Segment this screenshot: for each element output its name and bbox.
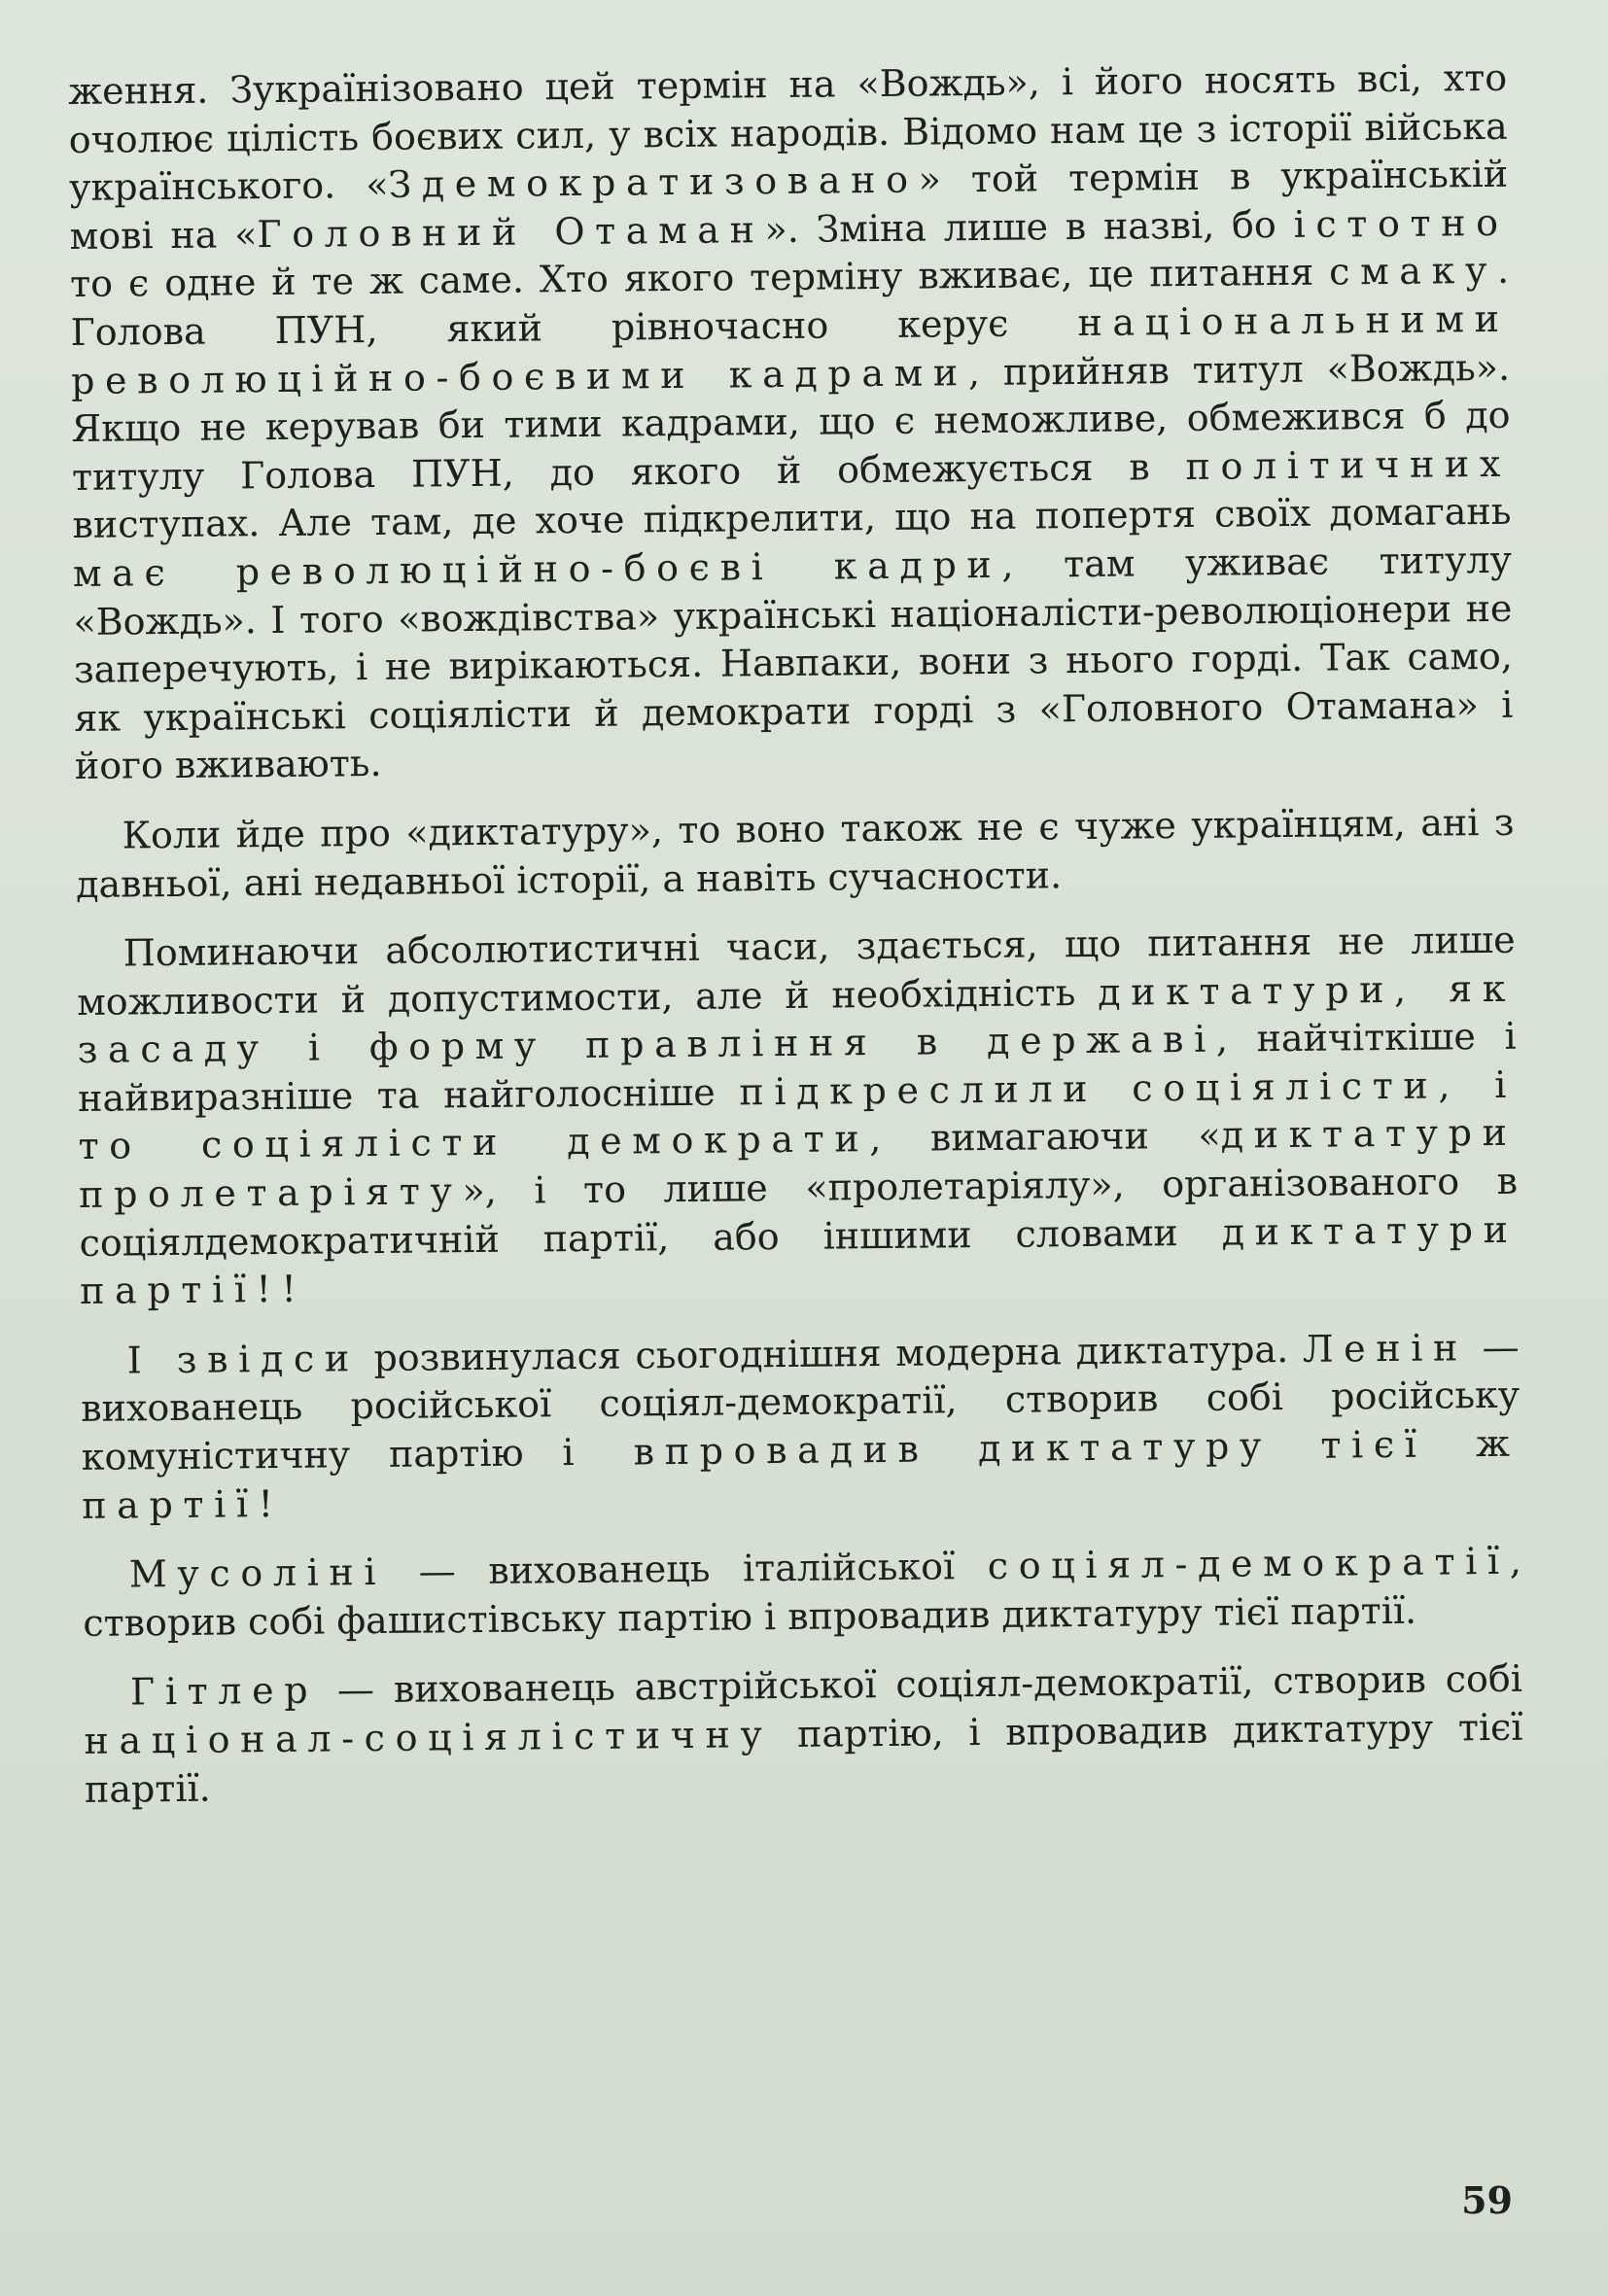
spaced-emphasis-text: диктатури пролетаріяту: [78, 1111, 1518, 1217]
text-run: партію, і впровадив диктатуру тієї партії.: [84, 1705, 1523, 1811]
body-text: [68, 54, 1523, 1814]
text-run: ження. Зукраїнізовано цей термін на «Вождь», і його носять всі, хто очолює цілість боєвих сил, у всіх народів. Відомо нам це з історії війська українського. «: [68, 55, 1508, 210]
text-run: розвинулася сьогоднішня модерна диктатура.: [359, 1327, 1304, 1380]
spaced-emphasis-text: і впровадив диктатуру тієї ж партії!: [81, 1421, 1521, 1527]
text-run: », і то лише «пролетаріялу», організованого в соціялдемократичній партії, або іншими словами: [79, 1159, 1519, 1265]
text-run: ». Зміна лише в назві, бо: [764, 202, 1294, 251]
spaced-emphasis-text: соціял-демократії: [987, 1540, 1510, 1588]
paragraph: [81, 1324, 1521, 1531]
paragraph: [83, 1538, 1522, 1648]
spaced-emphasis-text: диктатури партії!!: [79, 1207, 1519, 1313]
text-run: , найчіткіше і найвиразніше та найголосніше: [77, 1015, 1517, 1120]
spaced-emphasis-text: диктатури, як засаду і форму правління в державі: [77, 966, 1517, 1072]
spaced-emphasis-text: Здемократизовано: [388, 157, 919, 207]
text-run: , вимагаючи «: [869, 1114, 1221, 1161]
text-run: , створив собі фашистівську партію і впровадив диктатуру тієї партії.: [83, 1539, 1522, 1645]
spaced-emphasis-text: Мусоліні: [128, 1550, 387, 1596]
text-run: то є одне й те ж саме. Хто якого терміну вживає, це питання: [69, 250, 1330, 306]
spaced-emphasis-text: істотно: [1293, 200, 1509, 246]
page-number: 59: [1461, 2178, 1513, 2222]
text-run: виступах. Але там, де хоче підкрелити, що на попертя своїх домагань: [72, 490, 1512, 547]
text-run: , там уживає титулу «Вождь». І того «вождівства» українські націоналісти-революціонери не заперечують, і не вирікаються. Навпаки, вони з нього горді. Так само, як українські соціялісти й демократи горді з «Головного Отамана» і його вживають.: [73, 538, 1514, 788]
text-run: » той термін в українській мові на «: [69, 152, 1509, 258]
spaced-emphasis-text: І звідси: [126, 1337, 361, 1382]
spaced-emphasis-text: національними революційно-боєвими кадрами: [70, 296, 1510, 402]
paragraph: [75, 799, 1515, 909]
text-run: — вихованець італійської: [385, 1545, 988, 1594]
spaced-emphasis-text: смаку: [1328, 249, 1498, 294]
text-run: , прийняв титул «Вождь». Якщо не керував би тими кадрами, що є неможливе, обмежився б до титулу Голова ПУН, до якого й обмежується в: [71, 345, 1511, 499]
spaced-emphasis-text: націонал-соціялістичну: [84, 1713, 773, 1762]
spaced-emphasis-text: має революційно-боєві кадри: [72, 542, 1002, 595]
text-run: . Голова ПУН, який рівночасно керує: [70, 249, 1510, 354]
text-run: — вихованець австрійської соціял-демократії, створив собі: [317, 1657, 1523, 1713]
spaced-emphasis-text: підкреслили соціялісти, і то соціялісти демократи: [78, 1062, 1518, 1168]
text-run: — вихованець російської соціял-демократії, створив собі російську комуністичну партію: [81, 1325, 1521, 1478]
text-run: Коли йде про «диктатуру», то воно також не є чуже українцям, ані з давньої, ані недавньої історії, а навіть сучасности.: [75, 800, 1515, 906]
spaced-emphasis-text: Головний Отаман: [257, 207, 765, 256]
paragraph: [77, 917, 1520, 1316]
spaced-emphasis-text: Гітлер: [129, 1669, 319, 1714]
paragraph: [68, 54, 1514, 791]
paragraph: [84, 1655, 1523, 1814]
text-run: Поминаючи абсолютистичні часи, здається, що питання не лише можливости й допустимости, але й необхідність: [77, 918, 1516, 1024]
spaced-emphasis-text: політичних: [1185, 441, 1512, 488]
spaced-emphasis-text: Ленін: [1302, 1326, 1469, 1371]
